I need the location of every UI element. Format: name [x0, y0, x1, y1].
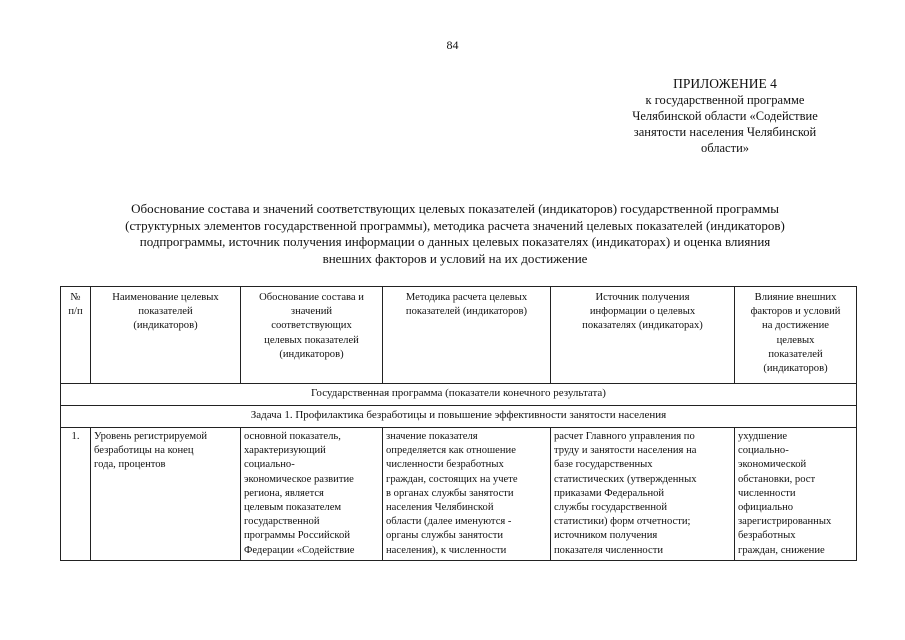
cell-line: основной показатель, — [244, 431, 341, 442]
header-number — [61, 287, 91, 384]
header-text: Методика расчета целевых — [405, 292, 528, 303]
header-text: (индикаторов) — [133, 320, 198, 332]
header-text: (индикаторов) — [763, 363, 828, 375]
document-title — [60, 201, 850, 267]
table-row — [61, 428, 857, 561]
appendix-line: Челябинской области «Содействие — [632, 109, 818, 123]
cell-line: зарегистрированных — [738, 516, 832, 528]
header-text: Источник получения — [595, 292, 690, 303]
header-text: целевых — [776, 334, 815, 346]
cell-line: расчет Главного управления по — [554, 431, 695, 442]
cell-line: Уровень регистрируемой — [94, 431, 208, 442]
section-row-task — [61, 406, 857, 428]
appendix-block — [605, 76, 845, 156]
header-text: информации о целевых — [589, 306, 696, 318]
title-line: (структурных элементов государственной программы), методика расчета значений целевых показателей (индикаторов) — [125, 217, 785, 233]
cell-line: численности безработных — [386, 459, 504, 471]
cell-line: целевым показателем — [244, 502, 342, 514]
cell-line: населения Челябинской — [386, 502, 494, 514]
cell-line: Федерации «Содействие — [244, 544, 355, 556]
header-basis — [241, 287, 383, 384]
title-line: внешних факторов и условий на их достижение — [322, 250, 588, 266]
cell-influence — [735, 428, 857, 561]
cell-method — [383, 428, 551, 561]
cell-line: обстановки, рост — [738, 473, 816, 485]
header-text: Влияние внешних — [754, 292, 837, 303]
cell-line: статистики) форм отчетности; — [554, 516, 691, 528]
cell-line: органы службы занятости — [386, 530, 504, 542]
header-text: (индикаторов) — [279, 348, 344, 360]
title-line: Обоснование состава и значений соответствующих целевых показателей (индикаторов) государственной программы — [131, 201, 779, 216]
cell-line: граждан, снижение — [738, 544, 825, 556]
cell-basis — [241, 428, 383, 561]
header-text: Наименование целевых — [112, 292, 219, 303]
header-method — [383, 287, 551, 384]
cell-line: официально — [738, 502, 794, 514]
header-text: показателей (индикаторов) — [405, 306, 528, 318]
cell-line: приказами Федеральной — [554, 487, 665, 499]
cell-line: региона, является — [244, 487, 324, 499]
section-program: Государственная программа (показатели конечного результата) — [61, 384, 857, 406]
cell-line: экономической — [738, 459, 807, 471]
page-number: 84 — [446, 38, 459, 52]
cell-line: источником получения — [554, 530, 658, 542]
header-text: на достижение — [762, 320, 829, 332]
cell-line: численности — [738, 487, 796, 499]
header-influence — [735, 287, 857, 384]
cell-line: статистических (утвержденных — [554, 473, 697, 485]
cell-line: социально- — [738, 445, 789, 457]
indicators-table — [60, 286, 857, 561]
cell-line: труду и занятости населения на — [554, 445, 697, 457]
cell-line: социально- — [244, 459, 295, 471]
cell-line: значение показателя — [386, 431, 478, 442]
header-indicator-name — [91, 287, 241, 384]
appendix-line: области» — [700, 141, 750, 155]
cell-line: характеризующий — [244, 445, 326, 457]
cell-line: базе государственных — [554, 459, 653, 471]
section-row-program — [61, 384, 857, 406]
cell-line: определяется как отношение — [386, 445, 516, 457]
appendix-heading: ПРИЛОЖЕНИЕ 4 — [673, 76, 777, 91]
cell-line: безработицы на конец — [94, 445, 194, 457]
header-text: факторов и условий — [750, 306, 841, 318]
appendix-line: к государственной программе — [645, 93, 805, 107]
header-text: соответствующих — [271, 320, 352, 332]
header-source — [551, 287, 735, 384]
header-text: № — [70, 292, 81, 303]
cell-line: показателя численности — [554, 544, 663, 556]
row-number: 1. — [61, 428, 91, 561]
cell-line: области (далее именуются - — [386, 516, 512, 528]
header-text: Обоснование состава и — [259, 292, 364, 303]
cell-line: года, процентов — [94, 459, 166, 471]
cell-line: службы государственной — [554, 502, 667, 514]
cell-line: государственной — [244, 516, 320, 528]
cell-line: программы Российской — [244, 530, 350, 542]
header-text: п/п — [68, 306, 83, 318]
header-text: значений — [290, 306, 333, 318]
header-text: показателях (индикаторах) — [582, 320, 703, 332]
cell-line: ухудшение — [738, 431, 788, 442]
cell-line: экономическое развитие — [244, 473, 354, 485]
cell-indicator-name — [91, 428, 241, 561]
cell-line: граждан, состоящих на учете — [386, 473, 518, 485]
section-task: Задача 1. Профилактика безработицы и повышение эффективности занятости населения — [61, 406, 857, 428]
table-header-row — [61, 287, 857, 384]
cell-line: в органах службы занятости — [386, 487, 514, 499]
header-text: целевых показателей — [264, 334, 359, 346]
header-text: показателей — [768, 348, 823, 360]
cell-source — [551, 428, 735, 561]
cell-line: безработных — [738, 530, 796, 542]
appendix-line: занятости населения Челябинской — [633, 125, 817, 139]
title-line: подпрограммы, источник получения информации о данных целевых показателях (индикаторах) и оценка влияния — [139, 234, 771, 249]
cell-line: населения), к численности — [386, 544, 507, 556]
header-text: показателей — [138, 306, 193, 318]
